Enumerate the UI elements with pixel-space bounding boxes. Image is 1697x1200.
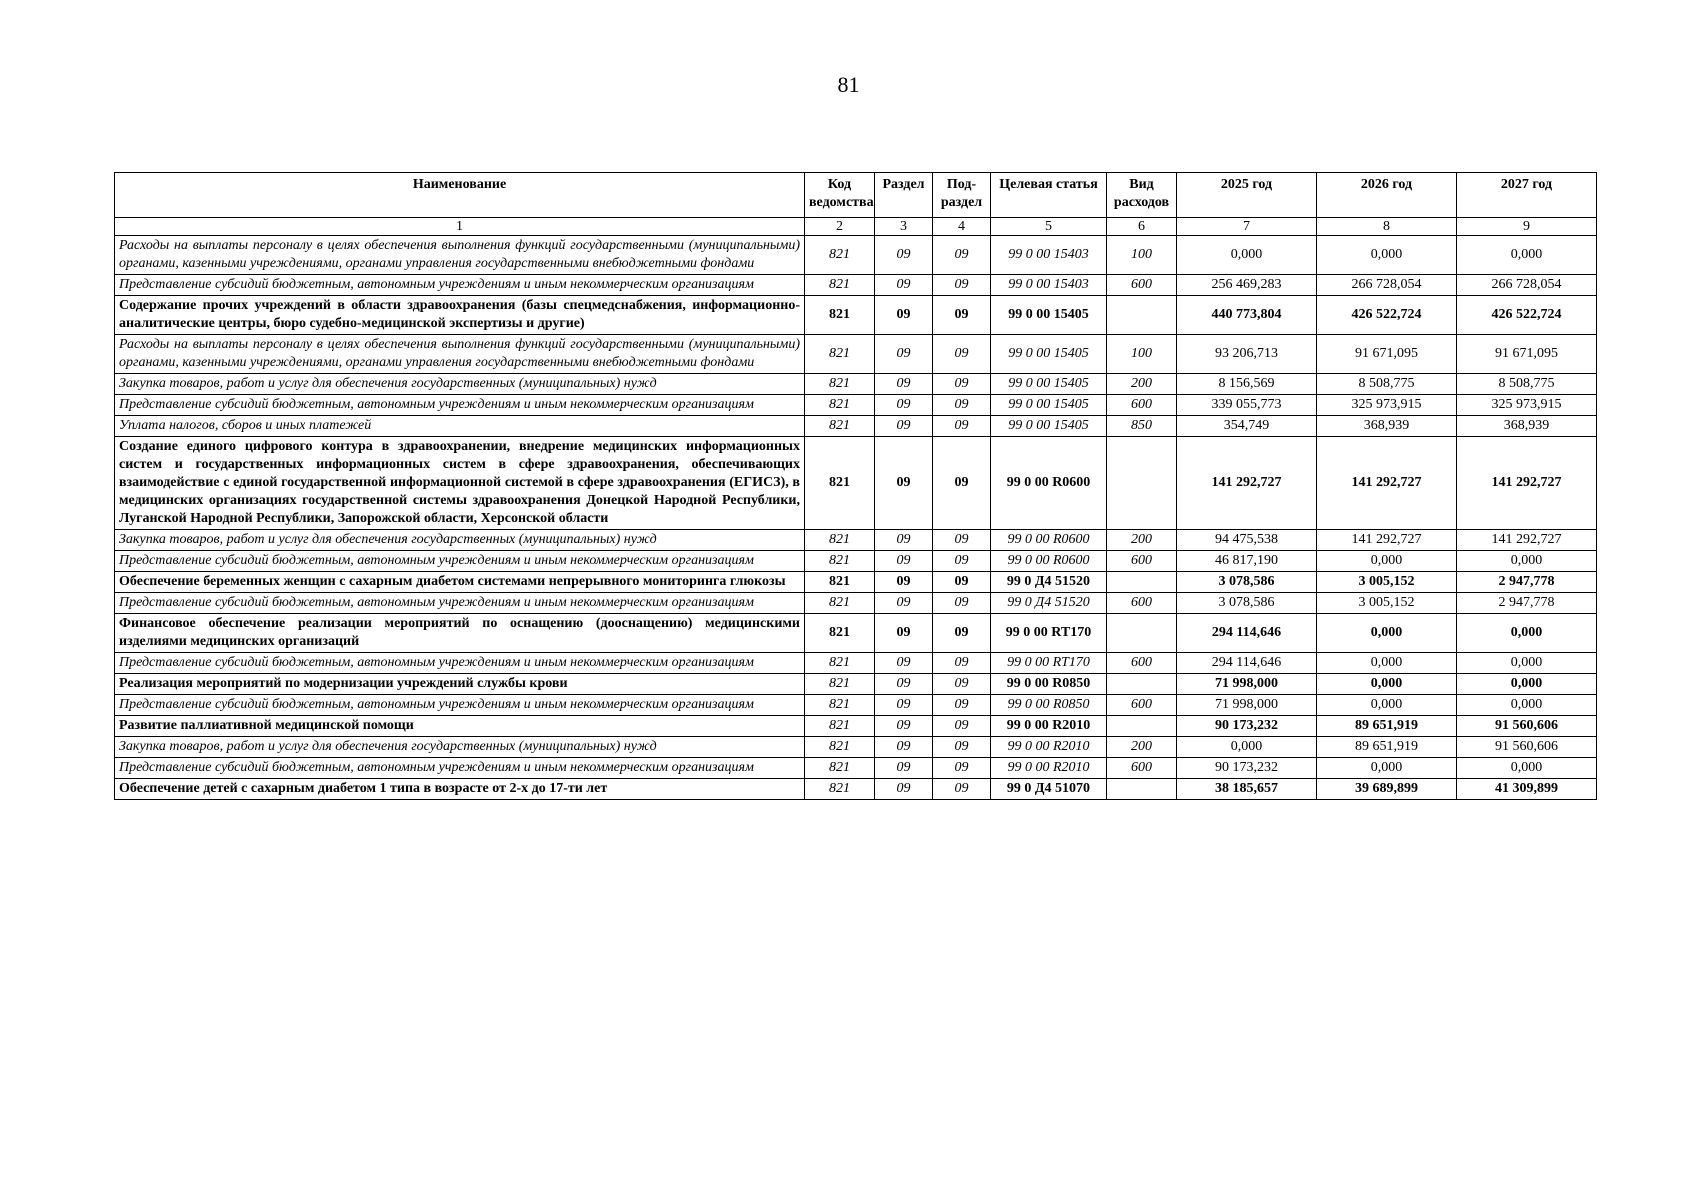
header-subsection: Под-раздел [933, 173, 991, 218]
header-code: Код ведомства [805, 173, 875, 218]
row-subsection: 09 [933, 695, 991, 716]
row-target: 99 0 00 R2010 [991, 737, 1107, 758]
row-value-2027: 0,000 [1457, 236, 1597, 275]
row-name: Обеспечение беременных женщин с сахарным диабетом системами непрерывного мониторинга глюкозы [115, 572, 805, 593]
row-section: 09 [875, 674, 933, 695]
table-row [115, 374, 1597, 395]
row-name: Представление субсидий бюджетным, автономным учреждениям и иным некоммерческим организациям [115, 695, 805, 716]
row-value-2027: 368,939 [1457, 416, 1597, 437]
row-section: 09 [875, 614, 933, 653]
row-subsection: 09 [933, 674, 991, 695]
row-value-2026: 0,000 [1317, 614, 1457, 653]
row-value-2026: 89 651,919 [1317, 737, 1457, 758]
row-target: 99 0 00 15405 [991, 395, 1107, 416]
row-value-2027: 0,000 [1457, 695, 1597, 716]
row-code: 821 [805, 296, 875, 335]
row-type: 100 [1107, 236, 1177, 275]
row-subsection: 09 [933, 395, 991, 416]
row-section: 09 [875, 737, 933, 758]
row-subsection: 09 [933, 530, 991, 551]
row-value-2026: 141 292,727 [1317, 530, 1457, 551]
row-value-2026: 91 671,095 [1317, 335, 1457, 374]
row-target: 99 0 00 15405 [991, 416, 1107, 437]
row-target: 99 0 00 15405 [991, 374, 1107, 395]
row-name-text: Обеспечение детей с сахарным диабетом 1 типа в возрасте от 2-х до 17-ти лет [119, 781, 608, 796]
row-value-2025: 294 114,646 [1177, 614, 1317, 653]
row-type: 600 [1107, 395, 1177, 416]
row-value-2026: 141 292,727 [1317, 437, 1457, 530]
row-name: Развитие паллиативной медицинской помощи [115, 716, 805, 737]
row-value-2027: 426 522,724 [1457, 296, 1597, 335]
header-type: Вид расходов [1107, 173, 1177, 218]
row-value-2025: 294 114,646 [1177, 653, 1317, 674]
row-target: 99 0 00 15405 [991, 296, 1107, 335]
row-value-2025: 3 078,586 [1177, 572, 1317, 593]
row-subsection: 09 [933, 779, 991, 800]
row-target: 99 0 00 R2010 [991, 758, 1107, 779]
table-row [115, 758, 1597, 779]
row-section: 09 [875, 236, 933, 275]
column-number: 8 [1317, 218, 1457, 236]
row-code: 821 [805, 653, 875, 674]
row-value-2027: 91 671,095 [1457, 335, 1597, 374]
row-type [1107, 779, 1177, 800]
row-value-2025: 94 475,538 [1177, 530, 1317, 551]
row-section: 09 [875, 275, 933, 296]
column-number: 6 [1107, 218, 1177, 236]
table-row [115, 716, 1597, 737]
row-value-2026: 368,939 [1317, 416, 1457, 437]
row-target: 99 0 00 R0850 [991, 695, 1107, 716]
row-type: 600 [1107, 275, 1177, 296]
row-value-2025: 71 998,000 [1177, 674, 1317, 695]
row-value-2026: 0,000 [1317, 758, 1457, 779]
row-value-2026: 89 651,919 [1317, 716, 1457, 737]
row-value-2025: 3 078,586 [1177, 593, 1317, 614]
row-code: 821 [805, 437, 875, 530]
row-value-2027: 141 292,727 [1457, 530, 1597, 551]
row-value-2025: 8 156,569 [1177, 374, 1317, 395]
row-target: 99 0 00 R0600 [991, 437, 1107, 530]
row-subsection: 09 [933, 572, 991, 593]
table-row [115, 737, 1597, 758]
row-code: 821 [805, 395, 875, 416]
row-value-2025: 71 998,000 [1177, 695, 1317, 716]
row-value-2027: 0,000 [1457, 674, 1597, 695]
table-row [115, 551, 1597, 572]
row-value-2027: 325 973,915 [1457, 395, 1597, 416]
row-name: Представление субсидий бюджетным, автономным учреждениям и иным некоммерческим организациям [115, 758, 805, 779]
header-2027: 2027 год [1457, 173, 1597, 218]
page-number: 81 [837, 72, 860, 97]
row-value-2027: 0,000 [1457, 758, 1597, 779]
row-name: Представление субсидий бюджетным, автономным учреждениям и иным некоммерческим организациям [115, 593, 805, 614]
row-code: 821 [805, 416, 875, 437]
table-row [115, 236, 1597, 275]
row-type: 200 [1107, 530, 1177, 551]
row-name: Финансовое обеспечение реализации мероприятий по оснащению (дооснащению) медицинскими изделиями медицинских организаций [115, 614, 805, 653]
row-value-2027: 2 947,778 [1457, 572, 1597, 593]
row-value-2026: 0,000 [1317, 695, 1457, 716]
row-type [1107, 716, 1177, 737]
row-subsection: 09 [933, 716, 991, 737]
table-row [115, 653, 1597, 674]
row-code: 821 [805, 716, 875, 737]
row-value-2027: 8 508,775 [1457, 374, 1597, 395]
row-section: 09 [875, 395, 933, 416]
row-name: Уплата налогов, сборов и иных платежей [115, 416, 805, 437]
row-value-2025: 90 173,232 [1177, 758, 1317, 779]
row-section: 09 [875, 296, 933, 335]
row-value-2027: 0,000 [1457, 653, 1597, 674]
row-section: 09 [875, 530, 933, 551]
header-name: Наименование [115, 173, 805, 218]
row-target: 99 0 00 15403 [991, 275, 1107, 296]
row-value-2025: 46 817,190 [1177, 551, 1317, 572]
row-value-2026: 3 005,152 [1317, 572, 1457, 593]
row-name: Закупка товаров, работ и услуг для обеспечения государственных (муниципальных) нужд [115, 530, 805, 551]
row-name: Представление субсидий бюджетным, автономным учреждениям и иным некоммерческим организациям [115, 653, 805, 674]
row-section: 09 [875, 716, 933, 737]
row-value-2025: 90 173,232 [1177, 716, 1317, 737]
row-value-2026: 266 728,054 [1317, 275, 1457, 296]
table-row [115, 674, 1597, 695]
column-number: 7 [1177, 218, 1317, 236]
row-value-2027: 141 292,727 [1457, 437, 1597, 530]
row-value-2025: 38 185,657 [1177, 779, 1317, 800]
table-row [115, 416, 1597, 437]
row-value-2026: 39 689,899 [1317, 779, 1457, 800]
header-2026: 2026 год [1317, 173, 1457, 218]
row-type [1107, 296, 1177, 335]
row-type [1107, 437, 1177, 530]
row-target: 99 0 Д4 51520 [991, 593, 1107, 614]
row-value-2025: 141 292,727 [1177, 437, 1317, 530]
row-value-2026: 426 522,724 [1317, 296, 1457, 335]
row-type: 200 [1107, 374, 1177, 395]
table-row [115, 530, 1597, 551]
table-row [115, 335, 1597, 374]
row-code: 821 [805, 593, 875, 614]
row-section: 09 [875, 779, 933, 800]
row-value-2025: 256 469,283 [1177, 275, 1317, 296]
column-number: 1 [115, 218, 805, 236]
row-type: 600 [1107, 653, 1177, 674]
column-number: 4 [933, 218, 991, 236]
row-code: 821 [805, 737, 875, 758]
row-subsection: 09 [933, 614, 991, 653]
row-code: 821 [805, 551, 875, 572]
row-section: 09 [875, 653, 933, 674]
table-row [115, 395, 1597, 416]
column-number: 5 [991, 218, 1107, 236]
row-value-2026: 0,000 [1317, 551, 1457, 572]
column-number: 3 [875, 218, 933, 236]
row-value-2027: 2 947,778 [1457, 593, 1597, 614]
table-row [115, 296, 1597, 335]
row-section: 09 [875, 758, 933, 779]
row-value-2025: 0,000 [1177, 737, 1317, 758]
row-subsection: 09 [933, 416, 991, 437]
header-section: Раздел [875, 173, 933, 218]
row-section: 09 [875, 593, 933, 614]
row-name: Представление субсидий бюджетным, автономным учреждениям и иным некоммерческим организациям [115, 551, 805, 572]
row-value-2027: 266 728,054 [1457, 275, 1597, 296]
table-body [115, 236, 1597, 800]
row-code: 821 [805, 572, 875, 593]
header-target: Целевая статья [991, 173, 1107, 218]
table-row [115, 614, 1597, 653]
row-subsection: 09 [933, 236, 991, 275]
row-code: 821 [805, 275, 875, 296]
row-value-2026: 8 508,775 [1317, 374, 1457, 395]
row-target: 99 0 00 15405 [991, 335, 1107, 374]
row-name: Расходы на выплаты персоналу в целях обеспечения выполнения функций государственными (муниципальными) органами, казенными учреждениями, органами управления государственными внебюджетными фондами [115, 236, 805, 275]
row-code: 821 [805, 695, 875, 716]
row-name: Расходы на выплаты персоналу в целях обеспечения выполнения функций государственными (муниципальными) органами, казенными учреждениями, органами управления государственными внебюджетными фондами [115, 335, 805, 374]
row-value-2026: 0,000 [1317, 653, 1457, 674]
row-value-2025: 0,000 [1177, 236, 1317, 275]
row-type: 100 [1107, 335, 1177, 374]
row-code: 821 [805, 335, 875, 374]
table-row [115, 275, 1597, 296]
row-target: 99 0 00 RT170 [991, 653, 1107, 674]
row-subsection: 09 [933, 275, 991, 296]
row-code: 821 [805, 674, 875, 695]
row-value-2027: 91 560,606 [1457, 737, 1597, 758]
row-value-2026: 0,000 [1317, 674, 1457, 695]
row-section: 09 [875, 695, 933, 716]
row-name: Создание единого цифрового контура в здравоохранении, внедрение медицинских информационных систем и государственных информационных систем в сфере здравоохранения, обеспечивающих взаимодействие с единой государственной информационной системой в сфере здравоохранения (ЕГИСЗ), в медицинских организациях государственной системы здравоохранения Донецкой Народной Республики, Луганской Народной Республики, Запорожской области, Херсонской области [115, 437, 805, 530]
row-name: Представление субсидий бюджетным, автономным учреждениям и иным некоммерческим организациям [115, 395, 805, 416]
row-name: Закупка товаров, работ и услуг для обеспечения государственных (муниципальных) нужд [115, 737, 805, 758]
row-code: 821 [805, 236, 875, 275]
row-section: 09 [875, 416, 933, 437]
row-value-2027: 41 309,899 [1457, 779, 1597, 800]
row-target: 99 0 00 R0600 [991, 530, 1107, 551]
row-type: 600 [1107, 758, 1177, 779]
row-value-2026: 3 005,152 [1317, 593, 1457, 614]
row-subsection: 09 [933, 437, 991, 530]
header-row [115, 173, 1597, 218]
column-number-row [115, 218, 1597, 236]
row-value-2025: 339 055,773 [1177, 395, 1317, 416]
row-subsection: 09 [933, 737, 991, 758]
row-type [1107, 674, 1177, 695]
row-code: 821 [805, 530, 875, 551]
row-code: 821 [805, 758, 875, 779]
row-section: 09 [875, 551, 933, 572]
row-value-2027: 91 560,606 [1457, 716, 1597, 737]
row-name: Содержание прочих учреждений в области здравоохранения (базы спецмедснабжения, информационно-аналитические центры, бюро судебно-медицинской экспертизы и другие) [115, 296, 805, 335]
row-target: 99 0 00 R2010 [991, 716, 1107, 737]
row-type [1107, 614, 1177, 653]
row-subsection: 09 [933, 653, 991, 674]
row-section: 09 [875, 374, 933, 395]
row-value-2025: 93 206,713 [1177, 335, 1317, 374]
row-subsection: 09 [933, 551, 991, 572]
row-name [115, 779, 805, 800]
table-row [115, 593, 1597, 614]
row-value-2025: 354,749 [1177, 416, 1317, 437]
row-value-2026: 325 973,915 [1317, 395, 1457, 416]
row-name: Представление субсидий бюджетным, автономным учреждениям и иным некоммерческим организациям [115, 275, 805, 296]
row-type [1107, 572, 1177, 593]
table-row [115, 695, 1597, 716]
row-target: 99 0 00 R0600 [991, 551, 1107, 572]
table-row [115, 437, 1597, 530]
row-value-2027: 0,000 [1457, 551, 1597, 572]
row-subsection: 09 [933, 758, 991, 779]
row-target: 99 0 00 R0850 [991, 674, 1107, 695]
row-type: 600 [1107, 593, 1177, 614]
row-section: 09 [875, 437, 933, 530]
row-subsection: 09 [933, 593, 991, 614]
row-name: Реализация мероприятий по модернизации учреждений службы крови [115, 674, 805, 695]
budget-table [114, 172, 1597, 800]
row-value-2027: 0,000 [1457, 614, 1597, 653]
row-section: 09 [875, 335, 933, 374]
row-name: Закупка товаров, работ и услуг для обеспечения государственных (муниципальных) нужд [115, 374, 805, 395]
column-number: 9 [1457, 218, 1597, 236]
row-target: 99 0 Д4 51520 [991, 572, 1107, 593]
row-value-2025: 440 773,804 [1177, 296, 1317, 335]
row-target: 99 0 Д4 51070 [991, 779, 1107, 800]
table-row [115, 779, 1597, 800]
row-type: 850 [1107, 416, 1177, 437]
row-type: 200 [1107, 737, 1177, 758]
row-code: 821 [805, 779, 875, 800]
row-subsection: 09 [933, 374, 991, 395]
row-target: 99 0 00 RT170 [991, 614, 1107, 653]
table-row [115, 572, 1597, 593]
row-subsection: 09 [933, 335, 991, 374]
header-2025: 2025 год [1177, 173, 1317, 218]
row-section: 09 [875, 572, 933, 593]
row-type: 600 [1107, 695, 1177, 716]
row-target: 99 0 00 15403 [991, 236, 1107, 275]
row-code: 821 [805, 374, 875, 395]
row-subsection: 09 [933, 296, 991, 335]
column-number: 2 [805, 218, 875, 236]
row-code: 821 [805, 614, 875, 653]
row-type: 600 [1107, 551, 1177, 572]
row-value-2026: 0,000 [1317, 236, 1457, 275]
